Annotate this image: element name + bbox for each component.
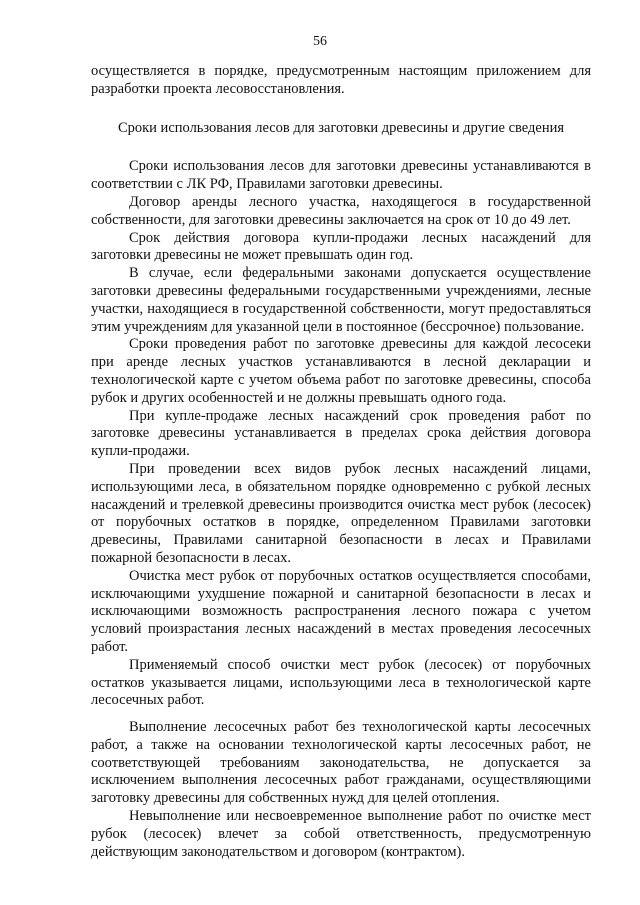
paragraph-clearing-obligation: При проведении всех видов рубок лесных насаждений лицами, использующими леса, в обязательном порядке одновременно с рубкой лесных насаждений и трелевкой древесины производится очистка мест рубок (лесосек) от порубочных остатков в порядке, определенном Правилами заготовки древесины, Правилами санитарной безопасности в лесах и Правилами пожарной безопасности в лесах. — [91, 460, 591, 566]
section-title: Сроки использования лесов для заготовки древесины и другие сведения — [117, 119, 565, 136]
page-number: 56 — [313, 34, 327, 49]
intro-paragraph: осуществляется в порядке, предусмотренным настоящим приложением для разработки проекта лесовосстановления. — [91, 63, 591, 97]
paragraph-sale-work-term: При купле-продаже лесных насаждений срок проведения работ по заготовке древесины устанавливается в пределах срока действия договора купли-продажи. — [91, 407, 591, 460]
paragraph-work-schedule: Сроки проведения работ по заготовке древесины для каждой лесосеки при аренде лесных участков устанавливаются в лесной декларации и технологической карте с учетом объема работ по заготовке древесины, способа рубок и других особенностей и не должны превышать одного года. — [91, 336, 591, 406]
paragraph-federal-institutions: В случае, если федеральными законами допускается осуществление заготовки древесины федеральными государственными учреждениями, лесные участки, находящиеся в государственной собственности, могут предоставляться этим учреждениям для указанной цели в постоянное (бессрочное) пользование. — [91, 265, 591, 335]
paragraph-sale-contract-term: Срок действия договора купли-продажи лесных насаждений для заготовки древесины не может превышать один год. — [91, 229, 591, 264]
paragraph-clearing-methods: Очистка мест рубок от порубочных остатков осуществляется способами, исключающими ухудшение пожарной и санитарной безопасности в лесах и исключающими возможность распространения лесного пожара с учетом условий произрастания лесных насаждений в местах проведения лесосечных работ. — [91, 567, 591, 655]
paragraph-timber-terms: Сроки использования лесов для заготовки древесины устанавливаются в соответствии с ЛК РФ, Правилами заготовки древесины. — [91, 158, 591, 193]
paragraph-clearing-method-spec: Применяемый способ очистки мест рубок (лесосек) от порубочных остатков указывается лицами, использующими леса в технологической карте лесосечных работ. — [91, 656, 591, 709]
page-content — [91, 63, 591, 861]
paragraph-tech-map: Выполнение лесосечных работ без технологической карты лесосечных работ, а также на основании технологической карты лесосечных работ, не соответствующей требованиям законодательства, не допускается за исключением выполнения лесосечных работ гражданами, осуществляющими заготовку древесины для собственных нужд для целей отопления. — [91, 719, 591, 807]
paragraph-liability: Невыполнение или несвоевременное выполнение работ по очистке мест рубок (лесосек) влечет за собой ответственность, предусмотренную действующим законодательством и договором (контрактом). — [91, 808, 591, 860]
paragraph-lease-term: Договор аренды лесного участка, находящегося в государственной собственности, для заготовки древесины заключается на срок от 10 до 49 лет. — [91, 193, 591, 228]
